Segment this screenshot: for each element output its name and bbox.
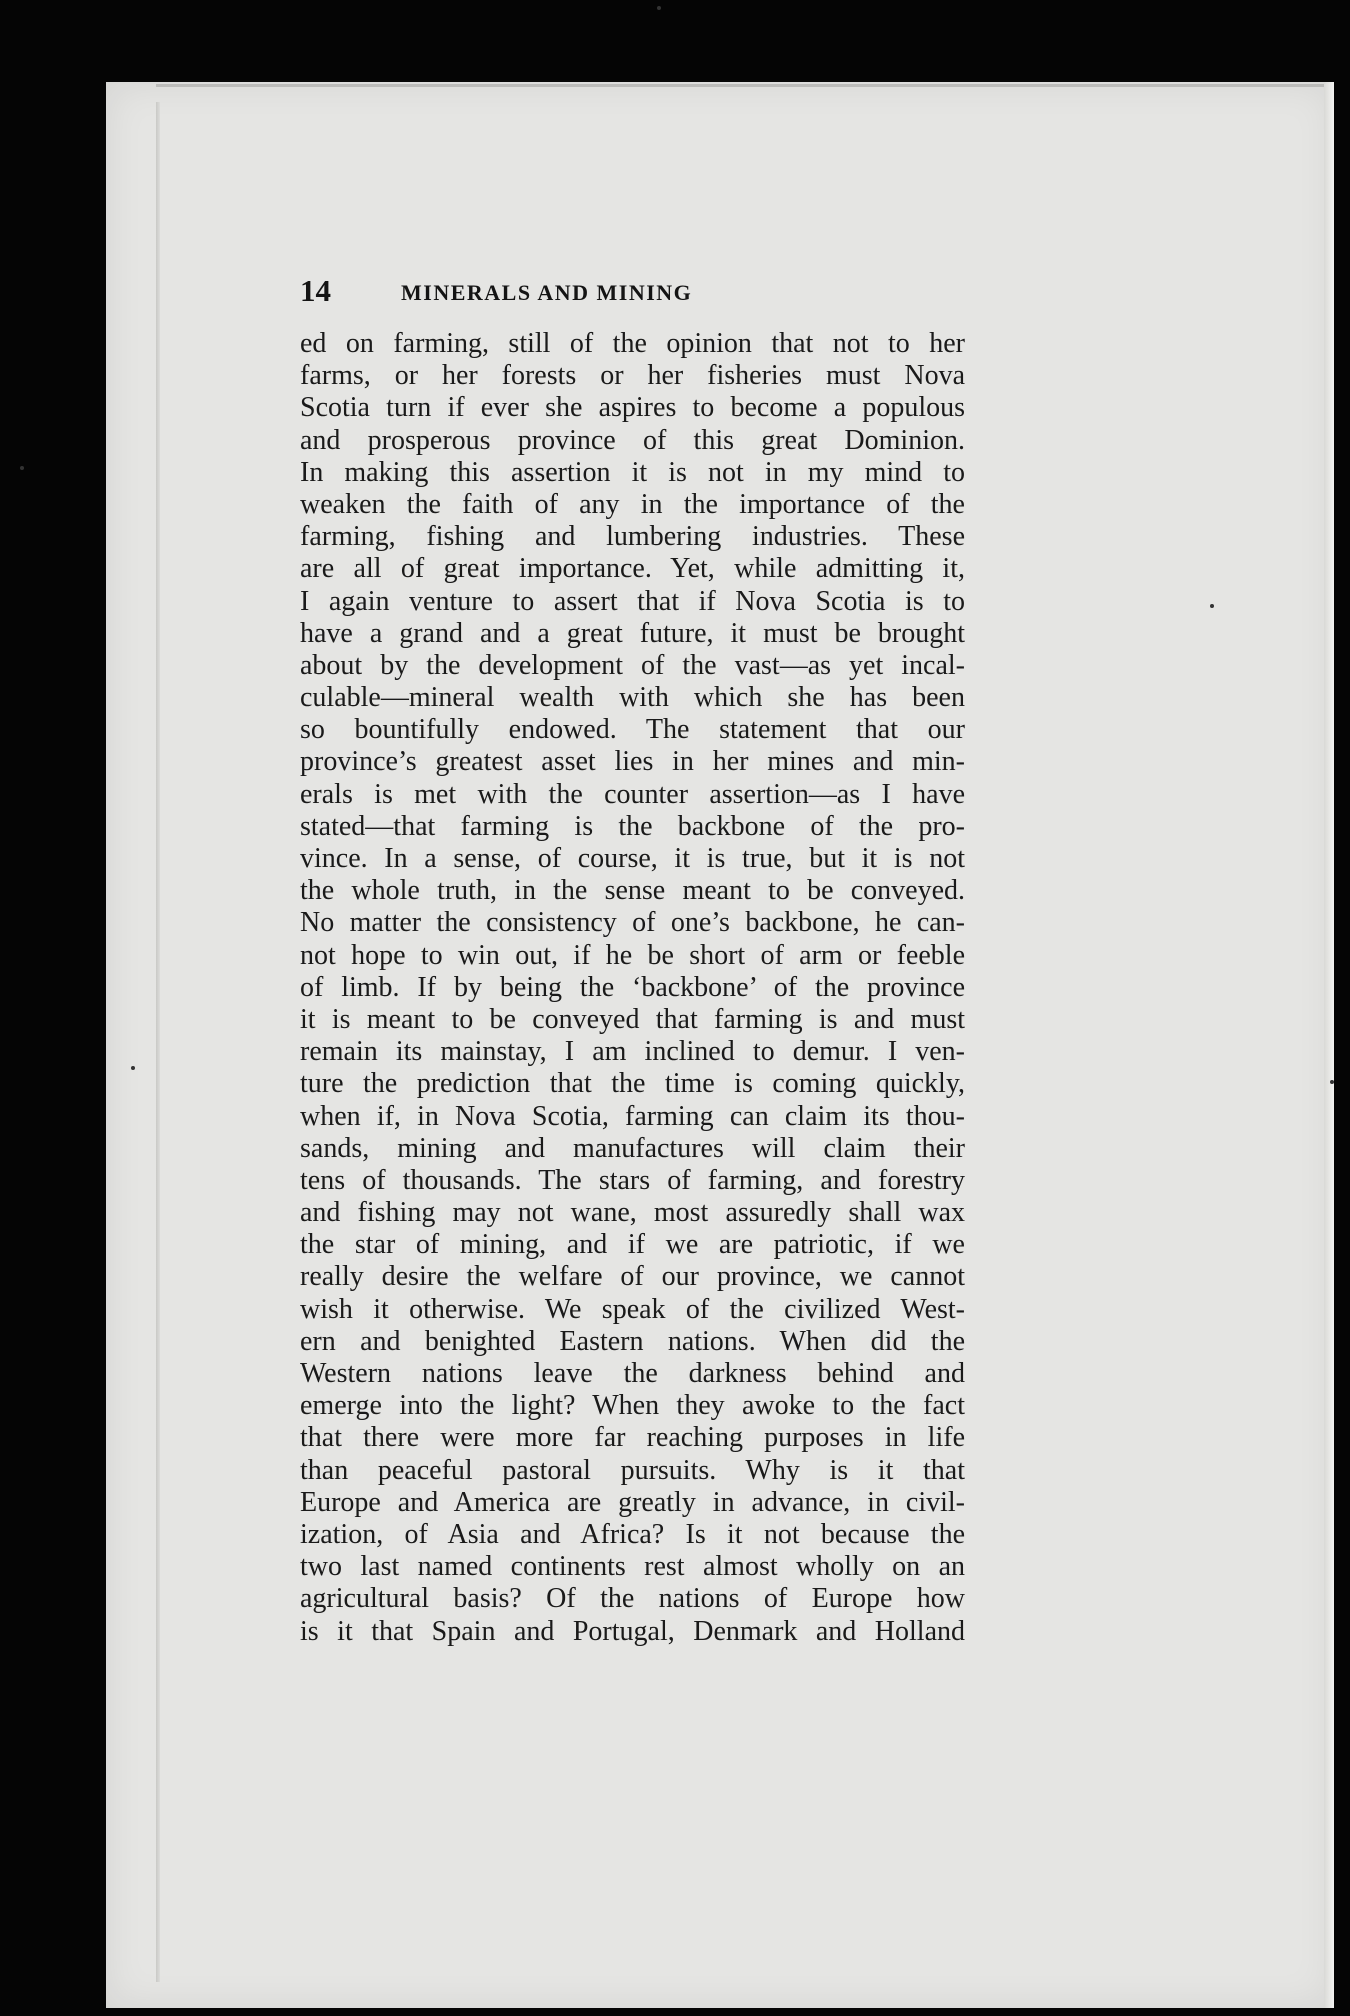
scan-speck bbox=[131, 1066, 135, 1070]
text-line: ern and benighted Eastern nations. When did the bbox=[300, 1325, 965, 1357]
text-line: sands, mining and manufactures will claim their bbox=[300, 1132, 965, 1164]
text-line: tens of thousands. The stars of farming, and forestry bbox=[300, 1164, 965, 1196]
text-line: ture the prediction that the time is coming quickly, bbox=[300, 1068, 965, 1100]
text-line: Scotia turn if ever she aspires to become a populous bbox=[300, 392, 965, 424]
text-line: vince. In a sense, of course, it is true, but it is not bbox=[300, 843, 965, 874]
text-line: remain its mainstay, I am inclined to demur. I ven- bbox=[300, 1036, 965, 1068]
text-line: is it that Spain and Portugal, Denmark and Holland bbox=[300, 1615, 965, 1647]
text-line: of limb. If by being the ‘backbone’ of the province bbox=[300, 971, 965, 1003]
running-head: MINERALS AND MINING bbox=[401, 280, 693, 305]
page-right-edge bbox=[1324, 82, 1334, 2008]
text-line: really desire the welfare of our province, we cannot bbox=[300, 1261, 965, 1293]
text-line: agricultural basis? Of the nations of Europe how bbox=[300, 1583, 965, 1615]
scan-speck bbox=[657, 6, 661, 10]
text-line: Europe and America are greatly in advance, in civil- bbox=[300, 1486, 965, 1518]
page-binding-edge bbox=[156, 102, 160, 1982]
text-line: when if, in Nova Scotia, farming can claim its thou- bbox=[300, 1100, 965, 1132]
text-line: province’s greatest asset lies in her mines and min- bbox=[300, 746, 965, 778]
scan-speck bbox=[20, 466, 24, 470]
text-line: weaken the faith of any in the importance of the bbox=[300, 488, 965, 520]
text-line: erals is met with the counter assertion—as I have bbox=[300, 778, 965, 810]
text-line: farms, or her forests or her fisheries must Nova bbox=[300, 360, 965, 392]
text-line: that there were more far reaching purposes in life bbox=[300, 1422, 965, 1454]
text-line: No matter the consistency of one’s backbone, he can- bbox=[300, 907, 965, 939]
text-line: not hope to win out, if he be short of arm or feeble bbox=[300, 939, 965, 971]
text-line: and prosperous province of this great Dominion. bbox=[300, 424, 965, 456]
text-line: two last named continents rest almost wholly on an bbox=[300, 1551, 965, 1583]
text-line: are all of great importance. Yet, while admitting it, bbox=[300, 553, 965, 585]
text-line: culable—mineral wealth with which she has been bbox=[300, 682, 965, 714]
scan-speck bbox=[1210, 604, 1214, 608]
text-line: stated—that farming is the backbone of the pro- bbox=[300, 810, 965, 842]
text-line: Western nations leave the darkness behind and bbox=[300, 1358, 965, 1389]
text-line: farming, fishing and lumbering industries. These bbox=[300, 521, 965, 553]
text-line: have a grand and a great future, it must be brought bbox=[300, 617, 965, 649]
text-line: In making this assertion it is not in my mind to bbox=[300, 456, 965, 488]
text-line: emerge into the light? When they awoke to the fact bbox=[300, 1390, 965, 1422]
text-line: ization, of Asia and Africa? Is it not because the bbox=[300, 1518, 965, 1550]
text-line: and fishing may not wane, most assuredly shall wax bbox=[300, 1197, 965, 1229]
page-top-edge bbox=[156, 84, 1324, 87]
text-line: it is meant to be conveyed that farming is and must bbox=[300, 1003, 965, 1035]
page-header bbox=[300, 273, 960, 313]
text-line: than peaceful pastoral pursuits. Why is it that bbox=[300, 1454, 965, 1486]
text-line: the whole truth, in the sense meant to be conveyed. bbox=[300, 875, 965, 907]
text-line: about by the development of the vast—as yet incal- bbox=[300, 649, 965, 681]
text-line: I again venture to assert that if Nova Scotia is to bbox=[300, 585, 965, 617]
text-line: the star of mining, and if we are patriotic, if we bbox=[300, 1229, 965, 1261]
page-number: 14 bbox=[300, 273, 331, 308]
body-text bbox=[300, 328, 965, 1648]
text-line: wish it otherwise. We speak of the civilized West- bbox=[300, 1293, 965, 1325]
text-line: so bountifully endowed. The statement that our bbox=[300, 714, 965, 746]
scan-speck bbox=[1330, 1080, 1334, 1084]
text-line: ed on farming, still of the opinion that not to her bbox=[300, 328, 965, 359]
